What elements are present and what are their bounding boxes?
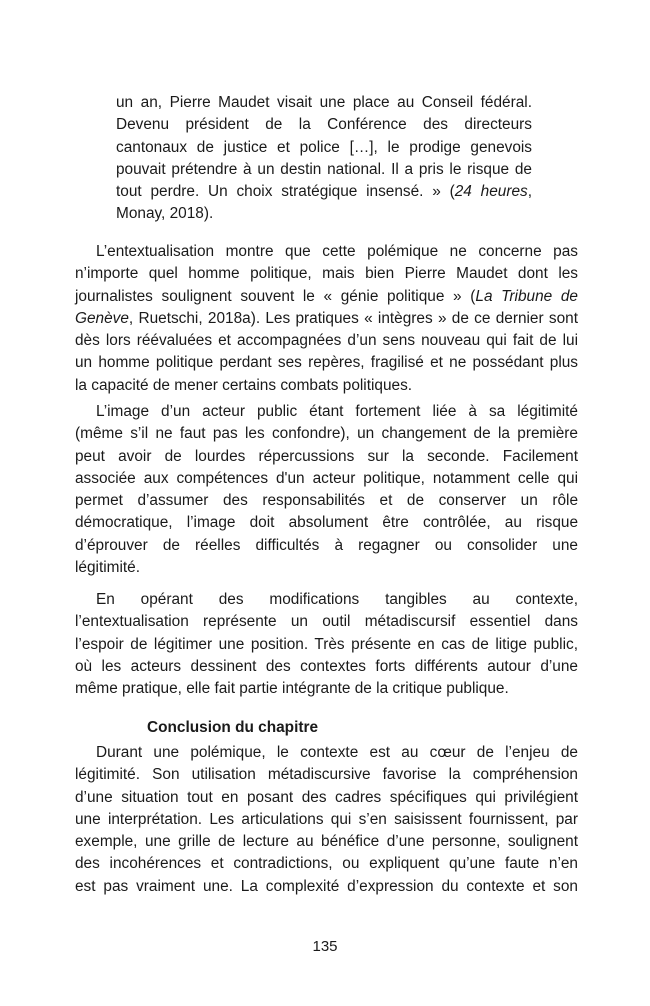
paragraph-4: [75, 742, 578, 898]
text-line: des incohérences et contradictions, ou expliquent qu’une faute n’en: [75, 855, 578, 873]
block-quote: [116, 92, 532, 226]
text-line: En opérant des modifications tangibles au contexte,: [96, 591, 578, 608]
chapter-conclusion-heading: Conclusion du chapitre: [147, 719, 319, 736]
text-line: l’entextualisation représente un outil métadiscursif essentiel dans: [75, 613, 578, 631]
page-number: 135: [312, 938, 338, 955]
text-line: légitimité.: [75, 559, 141, 577]
text-line: [75, 286, 578, 308]
quote-text: ,: [527, 183, 532, 201]
text-line: (même s’il ne faut pas les confondre), un changement de la première: [75, 425, 578, 443]
text-line: L’image d’un acteur public étant fortement liée à sa légitimité: [96, 403, 578, 420]
quote-line: pouvait prétendre à un destin national. Il a pris le risque de: [116, 160, 532, 178]
text-line: démocratique, l’image doit absolument être contrôlée, au risque: [75, 514, 578, 532]
quote-line: [116, 181, 532, 203]
text-line: une interprétation. Les articulations qui s’en saisissent fournissent, par: [75, 810, 578, 828]
quote-line: Monay, 2018).: [116, 205, 214, 223]
text-line: associée aux compétences d'un acteur politique, notamment celle qui: [75, 469, 578, 487]
quote-text: tout perdre. Un choix stratégique insensé. » (: [116, 183, 455, 201]
text-span: , Ruetschi, 2018a). Les pratiques « intègres » de ce dernier sont: [128, 309, 578, 327]
text-line: exemple, une grille de lecture au bénéfice d’une personne, soulignent: [75, 833, 578, 851]
quote-line: Devenu président de la Conférence des directeurs: [116, 116, 532, 134]
text-line: L’entextualisation montre que cette polémique ne concerne pas: [96, 243, 578, 260]
quote-line: cantonaux de justice et police […], le prodige genevois: [116, 138, 532, 156]
text-span: journalistes soulignent souvent le « génie politique » (: [75, 287, 476, 305]
paragraph-1: [75, 241, 578, 397]
text-line: la capacité de mener certains combats politiques.: [75, 376, 413, 394]
text-line: légitimité. Son utilisation métadiscursive favorise la compréhension: [75, 766, 578, 784]
text-line: d’une situation tout en posant des cadres spécifiques qui privilégient: [75, 788, 578, 806]
text-line: [75, 308, 578, 330]
quote-line: un an, Pierre Maudet visait une place au Conseil fédéral.: [116, 94, 532, 111]
text-line: dès lors réévaluées et accompagnées d’un sens nouveau qui fait de lui: [75, 332, 578, 350]
citation-title: Genève: [75, 309, 129, 327]
text-line: est pas vraiment une. La complexité d’expression du contexte et son: [75, 877, 578, 895]
text-line: d’éprouver de réelles difficultés à regagner ou consolider une: [75, 536, 578, 554]
text-line: permet d’assumer des responsabilités et de conserver un rôle: [75, 492, 578, 510]
citation-title: La Tribune de: [475, 287, 578, 305]
text-line: l’espoir de légitimer une position. Très présente en cas de litige public,: [75, 635, 578, 653]
text-line: même pratique, elle fait partie intégrante de la critique publique.: [75, 680, 509, 698]
text-line: Durant une polémique, le contexte est au cœur de l’enjeu de: [96, 744, 578, 761]
text-line: où les acteurs dessinent des contextes forts différents autour d’une: [75, 657, 578, 675]
text-line: n’importe quel homme politique, mais bien Pierre Maudet dont les: [75, 265, 578, 283]
paragraph-3: [75, 589, 578, 700]
quote-source-title: 24 heures: [454, 183, 528, 201]
paragraph-2: [75, 401, 578, 579]
text-line: peut avoir de lourdes répercussions sur la seconde. Facilement: [75, 447, 578, 465]
text-line: un homme politique perdant ses repères, fragilisé et ne possédant plus: [75, 354, 578, 372]
